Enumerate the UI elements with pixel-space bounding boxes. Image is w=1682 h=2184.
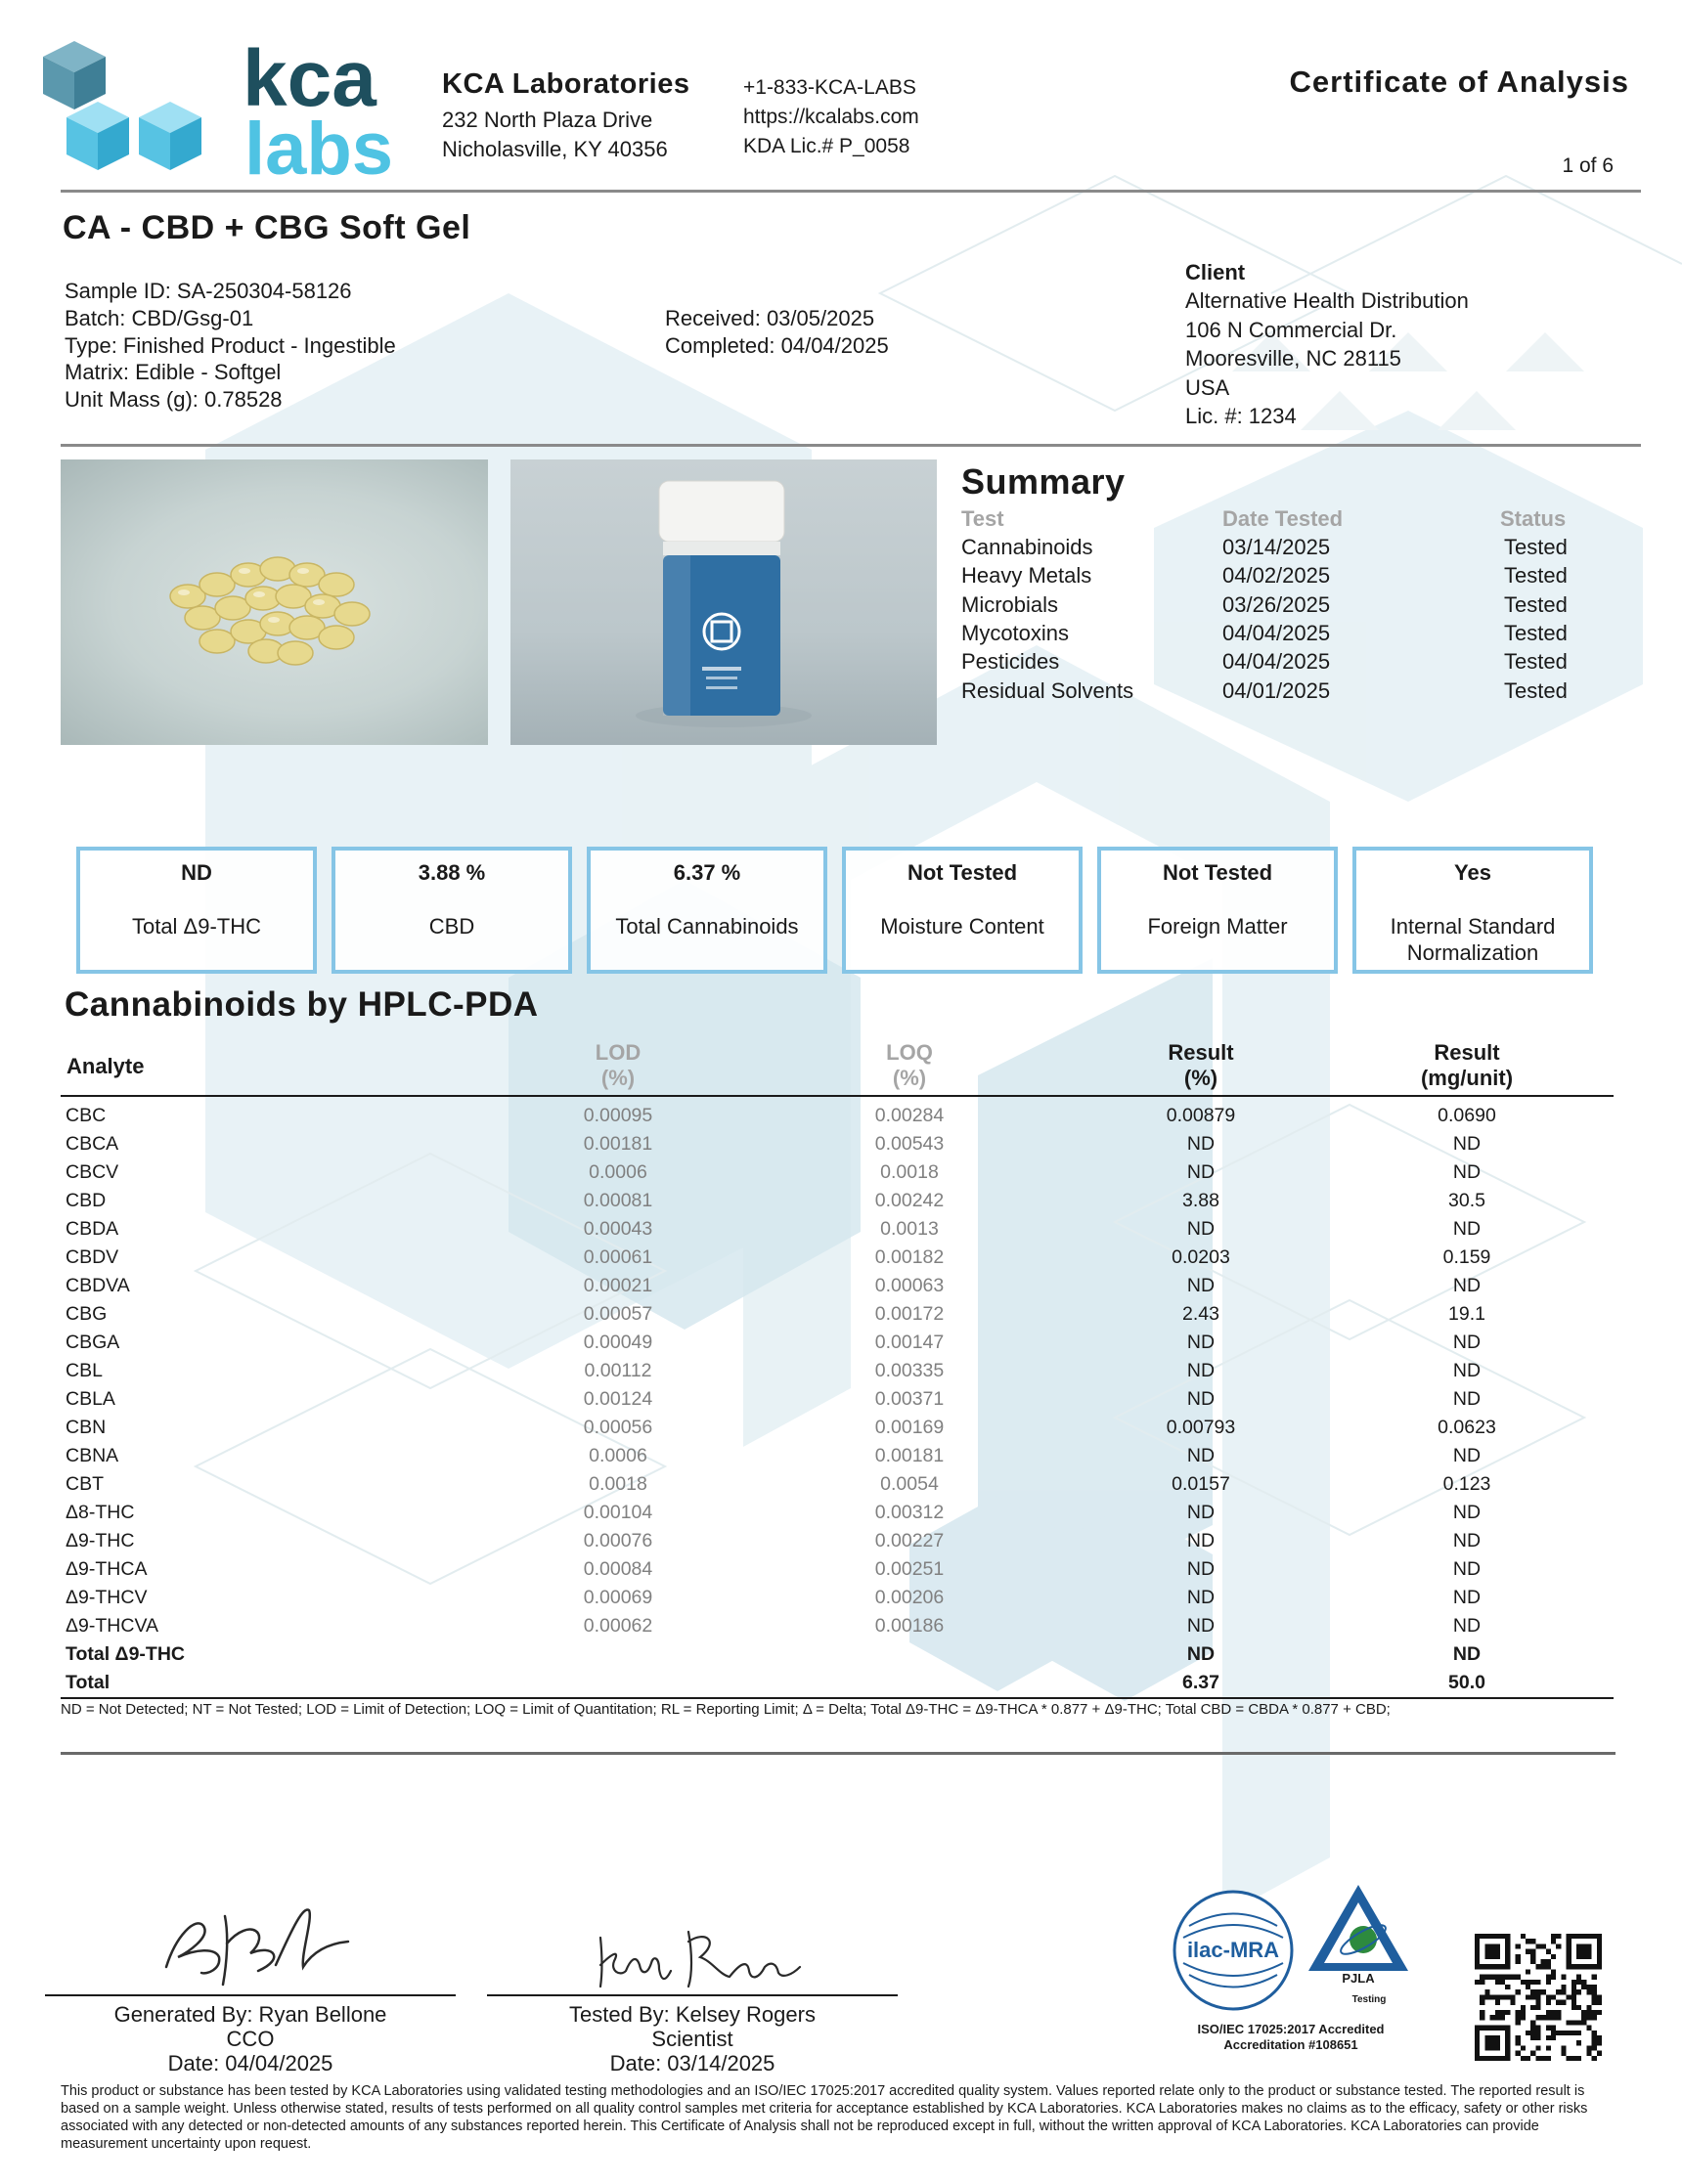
lab-website: https://kcalabs.com	[743, 106, 919, 128]
summary-date: 04/04/2025	[1222, 649, 1331, 674]
result-box-value: Not Tested	[1162, 860, 1273, 885]
result-box-moisture	[842, 847, 1083, 974]
summary-status: Tested	[1504, 621, 1568, 645]
summary-test: Microbials	[961, 592, 1059, 617]
cell-result-pct: 2.43	[1182, 1303, 1219, 1325]
cell-result-mg: ND	[1452, 1275, 1482, 1296]
cell-result-mg: ND	[1452, 1133, 1482, 1155]
cell-lod: 0.00181	[583, 1133, 653, 1155]
client-country: USA	[1185, 375, 1230, 400]
client-city: Mooresville, NC 28115	[1185, 346, 1401, 371]
lab-address-line2: Nicholasville, KY 40356	[442, 137, 668, 161]
kelsey-rogers-signature	[591, 1918, 806, 1996]
table-row	[61, 1442, 1614, 1469]
cell-lod: 0.0006	[589, 1445, 647, 1466]
cell-loq: 0.00063	[874, 1275, 945, 1296]
cell-loq: 0.00284	[874, 1105, 945, 1126]
cell-result-pct: ND	[1186, 1275, 1216, 1296]
cell-loq: 0.00206	[874, 1587, 945, 1608]
cell-result-mg: ND	[1452, 1360, 1482, 1381]
lab-phone: +1-833-KCA-LABS	[743, 76, 916, 99]
cell-result-mg: ND	[1452, 1388, 1482, 1410]
lab-address-line1: 232 North Plaza Drive	[442, 108, 653, 132]
cell-loq: 0.00242	[874, 1190, 945, 1211]
cell-analyte: CBD	[66, 1190, 107, 1211]
result-box-label: Total Cannabinoids	[615, 914, 799, 939]
unit-mass: Unit Mass (g): 0.78528	[65, 387, 283, 412]
cell-loq: 0.0054	[880, 1473, 939, 1495]
result-box-cbd	[332, 847, 572, 974]
result-box-internal-standard	[1352, 847, 1593, 974]
signer-name: Generated By: Ryan Bellone	[113, 2002, 387, 2027]
summary-test: Mycotoxins	[961, 621, 1070, 645]
pjla-logo	[1305, 1881, 1412, 1988]
cell-result-pct: ND	[1186, 1587, 1216, 1608]
cell-loq: 0.00251	[874, 1558, 945, 1580]
cell-analyte: Δ9-THCVA	[66, 1615, 159, 1637]
table-row	[61, 1470, 1614, 1498]
table-row	[61, 1244, 1614, 1271]
logo-word-kca: kca	[243, 37, 376, 123]
summary-header-status: Status	[1500, 506, 1567, 531]
lab-license: KDA Lic.# P_0058	[743, 135, 910, 157]
result-box-label: Foreign Matter	[1147, 914, 1288, 939]
cell-lod: 0.00081	[583, 1190, 653, 1211]
page-number: 1 of 6	[1562, 154, 1614, 177]
summary-status: Tested	[1504, 535, 1568, 559]
signer-date: Date: 03/14/2025	[609, 2051, 775, 2075]
cell-loq: 0.00182	[874, 1246, 945, 1268]
cell-result-mg: 0.0690	[1438, 1105, 1496, 1126]
cell-analyte: Δ8-THC	[66, 1502, 135, 1523]
qr-code[interactable]	[1475, 1934, 1602, 2061]
cell-result-pct: ND	[1186, 1161, 1216, 1183]
result-box-label: Moisture Content	[880, 914, 1044, 939]
bottle-image	[510, 459, 937, 745]
table-row	[61, 1158, 1614, 1186]
cell-result-mg: ND	[1452, 1558, 1482, 1580]
cell-analyte: CBG	[66, 1303, 108, 1325]
cell-result-mg: ND	[1452, 1218, 1482, 1240]
cell-loq: 0.00172	[874, 1303, 945, 1325]
cell-loq: 0.00169	[874, 1417, 945, 1438]
table-row	[61, 1499, 1614, 1526]
cannabinoids-section-title: Cannabinoids by HPLC-PDA	[65, 985, 539, 1024]
summary-date: 04/02/2025	[1222, 563, 1331, 588]
pjla-subtext: Testing	[1351, 1994, 1387, 2005]
ryan-bellone-signature	[156, 1897, 352, 1994]
cell-lod: 0.00021	[583, 1275, 653, 1296]
ilac-mra-logo	[1170, 1887, 1297, 2014]
table-row	[61, 1357, 1614, 1384]
cell-result-mg: 0.0623	[1438, 1417, 1496, 1438]
client-street: 106 N Commercial Dr.	[1185, 318, 1397, 342]
col-header-loq	[802, 1040, 1017, 1091]
cell-result-mg: 0.123	[1442, 1473, 1491, 1495]
cell-lod: 0.00104	[583, 1502, 653, 1523]
col-header-result-pct-unit: (%)	[1183, 1066, 1218, 1090]
col-header-result-mg-label: Result	[1434, 1040, 1500, 1065]
signature-block-right	[487, 2002, 898, 2075]
cell-analyte: CBDA	[66, 1218, 119, 1240]
cell-lod: 0.00049	[583, 1332, 653, 1353]
cell-analyte: CBDVA	[66, 1275, 130, 1296]
cell-result-pct: ND	[1186, 1615, 1216, 1637]
result-box-label: Internal Standard Normalization	[1390, 914, 1556, 965]
cell-analyte: CBCV	[66, 1161, 119, 1183]
result-box-total-thc	[76, 847, 317, 974]
cell-result-pct: ND	[1186, 1530, 1216, 1551]
summary-date: 03/14/2025	[1222, 535, 1331, 559]
cell-result-pct: ND	[1186, 1643, 1216, 1665]
table-row	[61, 1584, 1614, 1611]
cell-loq: 0.0013	[880, 1218, 939, 1240]
cell-result-pct: 0.00793	[1166, 1417, 1236, 1438]
completed-date: Completed: 04/04/2025	[665, 333, 889, 358]
col-header-result-pct	[1093, 1040, 1308, 1091]
table-row	[61, 1130, 1614, 1158]
cell-result-mg: ND	[1452, 1161, 1482, 1183]
summary-header-date: Date Tested	[1222, 506, 1344, 531]
cell-result-mg: ND	[1452, 1615, 1482, 1637]
cell-loq: 0.00186	[874, 1615, 945, 1637]
summary-test: Heavy Metals	[961, 563, 1092, 588]
table-row	[61, 1612, 1614, 1639]
document-title: Certificate of Analysis	[1289, 65, 1629, 99]
cell-result-pct: ND	[1186, 1502, 1216, 1523]
cell-loq: 0.00543	[874, 1133, 945, 1155]
summary-date: 03/26/2025	[1222, 592, 1331, 617]
product-type: Type: Finished Product - Ingestible	[65, 333, 396, 358]
cell-result-pct: 3.88	[1182, 1190, 1219, 1211]
table-row	[61, 1102, 1614, 1129]
cell-result-pct: 0.0203	[1172, 1246, 1230, 1268]
product-name: CA - CBD + CBG Soft Gel	[63, 209, 471, 246]
table-total-row	[61, 1669, 1614, 1696]
footnote-divider	[61, 1752, 1616, 1755]
cell-analyte: Δ9-THCA	[66, 1558, 148, 1580]
col-header-lod-unit: (%)	[600, 1066, 636, 1090]
cell-lod: 0.00112	[584, 1360, 652, 1381]
cell-loq: 0.00312	[874, 1502, 945, 1523]
signer-title: CCO	[226, 2027, 275, 2051]
cell-result-pct: 0.00879	[1166, 1105, 1236, 1126]
cell-loq: 0.00147	[874, 1332, 945, 1353]
col-header-lod	[510, 1040, 726, 1091]
client-license: Lic. #: 1234	[1185, 404, 1297, 428]
cell-lod: 0.0006	[589, 1161, 647, 1183]
table-row	[61, 1555, 1614, 1583]
cell-result-pct: ND	[1186, 1218, 1216, 1240]
softgel-photo	[61, 459, 488, 745]
signer-title: Scientist	[651, 2027, 733, 2051]
summary-status: Tested	[1504, 563, 1568, 588]
result-box-value: 3.88 %	[418, 860, 486, 885]
cell-lod: 0.00095	[583, 1105, 653, 1126]
table-footnote: ND = Not Detected; NT = Not Tested; LOD = Limit of Detection; LOQ = Limit of Quantitation; RL = Reporting Limit; Δ = Delta; Total Δ9-THC = Δ9-THCA * 0.877 + Δ9-THC; Total CBD = CBDA * 0.877 + CBD;	[61, 1701, 1391, 1718]
cell-analyte: Δ9-THCV	[66, 1587, 148, 1608]
cell-result-pct: 6.37	[1182, 1672, 1219, 1693]
cell-lod: 0.00069	[583, 1587, 653, 1608]
col-header-analyte: Analyte	[66, 1054, 145, 1078]
kca-labs-logo	[37, 37, 409, 184]
cell-analyte: CBDV	[66, 1246, 119, 1268]
cell-result-mg: 50.0	[1448, 1672, 1485, 1693]
cell-analyte: CBL	[66, 1360, 103, 1381]
summary-test: Pesticides	[961, 649, 1060, 674]
cell-result-pct: ND	[1186, 1133, 1216, 1155]
col-header-result-mg-unit: (mg/unit)	[1420, 1066, 1514, 1090]
pjla-text: PJLA	[1342, 1971, 1375, 1986]
cell-analyte: CBLA	[66, 1388, 115, 1410]
header-divider	[61, 190, 1641, 193]
logo-word-labs: labs	[244, 108, 394, 184]
cell-lod: 0.00057	[583, 1303, 653, 1325]
cell-analyte: Total	[66, 1672, 111, 1693]
cell-result-pct: ND	[1186, 1388, 1216, 1410]
batch: Batch: CBD/Gsg-01	[65, 306, 254, 330]
cell-analyte: CBCA	[66, 1133, 119, 1155]
signature-line-left	[45, 1994, 456, 1996]
cell-analyte: Total Δ9-THC	[66, 1643, 185, 1665]
signer-date: Date: 04/04/2025	[167, 2051, 333, 2075]
cell-result-pct: ND	[1186, 1332, 1216, 1353]
cell-result-mg: 0.159	[1442, 1246, 1491, 1268]
col-header-loq-unit: (%)	[892, 1066, 927, 1090]
col-header-lod-label: LOD	[595, 1040, 642, 1065]
accreditation-line2: Accreditation #108651	[1223, 2037, 1358, 2052]
summary-status: Tested	[1504, 592, 1568, 617]
cell-result-mg: ND	[1452, 1643, 1482, 1665]
cell-lod: 0.0018	[589, 1473, 647, 1495]
info-divider	[61, 444, 1641, 447]
lab-name: KCA Laboratories	[442, 68, 690, 100]
summary-test: Residual Solvents	[961, 678, 1134, 703]
cell-result-pct: ND	[1186, 1445, 1216, 1466]
cell-result-pct: ND	[1186, 1558, 1216, 1580]
summary-date: 04/01/2025	[1222, 678, 1331, 703]
cell-analyte: CBC	[66, 1105, 107, 1126]
cell-loq: 0.00181	[874, 1445, 945, 1466]
table-bottom-rule	[61, 1697, 1614, 1699]
cell-analyte: CBN	[66, 1417, 107, 1438]
cell-result-mg: 30.5	[1448, 1190, 1485, 1211]
table-row	[61, 1215, 1614, 1243]
cell-analyte: Δ9-THC	[66, 1530, 135, 1551]
cell-loq: 0.00335	[874, 1360, 945, 1381]
cell-loq: 0.00227	[874, 1530, 945, 1551]
table-row	[61, 1272, 1614, 1299]
summary-title: Summary	[961, 461, 1126, 502]
sample-id: Sample ID: SA-250304-58126	[65, 279, 352, 303]
signer-name: Tested By: Kelsey Rogers	[569, 2002, 816, 2027]
result-box-value: Not Tested	[907, 860, 1018, 885]
table-row	[61, 1414, 1614, 1441]
table-row	[61, 1187, 1614, 1214]
legal-disclaimer: This product or substance has been tested by KCA Laboratories using validated testing methodologies and an ISO/IEC 17025:2017 accredited quality system. Values reported relate only to the product or substance tested. The reported result is based on a sample weight. Unless otherwise stated, results of tests performed on all quality control samples met criteria for acceptance established by KCA Laboratories. KCA Laboratories makes no claims as to the efficacy, safety or other risks associated with any detected or non-detected amounts of any substances reported herein. This Certificate of Analysis shall not be reproduced except in full, without the written approval of KCA Laboratories. KCA Laboratories can provide measurement uncertainty upon request.	[61, 2083, 1588, 2152]
result-box-value: Yes	[1454, 860, 1491, 885]
cell-result-mg: 19.1	[1448, 1303, 1485, 1325]
cell-analyte: CBT	[66, 1473, 104, 1495]
col-header-result-mg	[1359, 1040, 1574, 1091]
received-date: Received: 03/05/2025	[665, 306, 875, 330]
summary-test: Cannabinoids	[961, 535, 1093, 559]
signature-line-right	[487, 1994, 898, 1996]
cell-lod: 0.00076	[583, 1530, 653, 1551]
table-row	[61, 1527, 1614, 1554]
col-header-result-pct-label: Result	[1168, 1040, 1234, 1065]
matrix: Matrix: Edible - Softgel	[65, 360, 282, 384]
cell-analyte: CBGA	[66, 1332, 120, 1353]
cell-lod: 0.00084	[583, 1558, 653, 1580]
cell-result-pct: 0.0157	[1172, 1473, 1230, 1495]
cell-result-mg: ND	[1452, 1587, 1482, 1608]
cell-lod: 0.00062	[583, 1615, 653, 1637]
table-row	[61, 1329, 1614, 1356]
summary-header-test: Test	[961, 506, 1004, 531]
result-box-value: ND	[181, 860, 212, 885]
ilac-mra-text: ilac-MRA	[1186, 1938, 1280, 1962]
table-row	[61, 1385, 1614, 1413]
cell-analyte: CBNA	[66, 1445, 119, 1466]
cell-result-pct: ND	[1186, 1360, 1216, 1381]
result-box-label: Total Δ9-THC	[131, 914, 262, 939]
result-box-total-cannabinoids	[587, 847, 827, 974]
cell-lod: 0.00061	[583, 1246, 653, 1268]
table-total-row	[61, 1640, 1614, 1668]
result-box-label: CBD	[428, 914, 475, 939]
result-box-value: 6.37 %	[673, 860, 741, 885]
cell-lod: 0.00124	[583, 1388, 653, 1410]
accreditation-text	[1164, 2022, 1418, 2053]
cell-result-mg: ND	[1452, 1530, 1482, 1551]
signature-block-left	[45, 2002, 456, 2075]
summary-status: Tested	[1504, 649, 1568, 674]
summary-date: 04/04/2025	[1222, 621, 1331, 645]
cell-loq: 0.0018	[880, 1161, 939, 1183]
product-bottle-photo	[510, 459, 937, 745]
col-header-loq-label: LOQ	[886, 1040, 933, 1065]
cell-result-mg: ND	[1452, 1502, 1482, 1523]
result-box-foreign-matter	[1097, 847, 1338, 974]
client-name: Alternative Health Distribution	[1185, 288, 1469, 313]
cell-loq: 0.00371	[874, 1388, 945, 1410]
cell-result-mg: ND	[1452, 1332, 1482, 1353]
accreditation-line1: ISO/IEC 17025:2017 Accredited	[1197, 2022, 1385, 2036]
table-header-rule	[61, 1095, 1614, 1097]
client-label: Client	[1185, 260, 1246, 284]
table-row	[61, 1300, 1614, 1328]
cell-lod: 0.00043	[583, 1218, 653, 1240]
cell-lod: 0.00056	[583, 1417, 653, 1438]
softgel-capsules-image	[61, 459, 488, 745]
summary-status: Tested	[1504, 678, 1568, 703]
cell-result-mg: ND	[1452, 1445, 1482, 1466]
